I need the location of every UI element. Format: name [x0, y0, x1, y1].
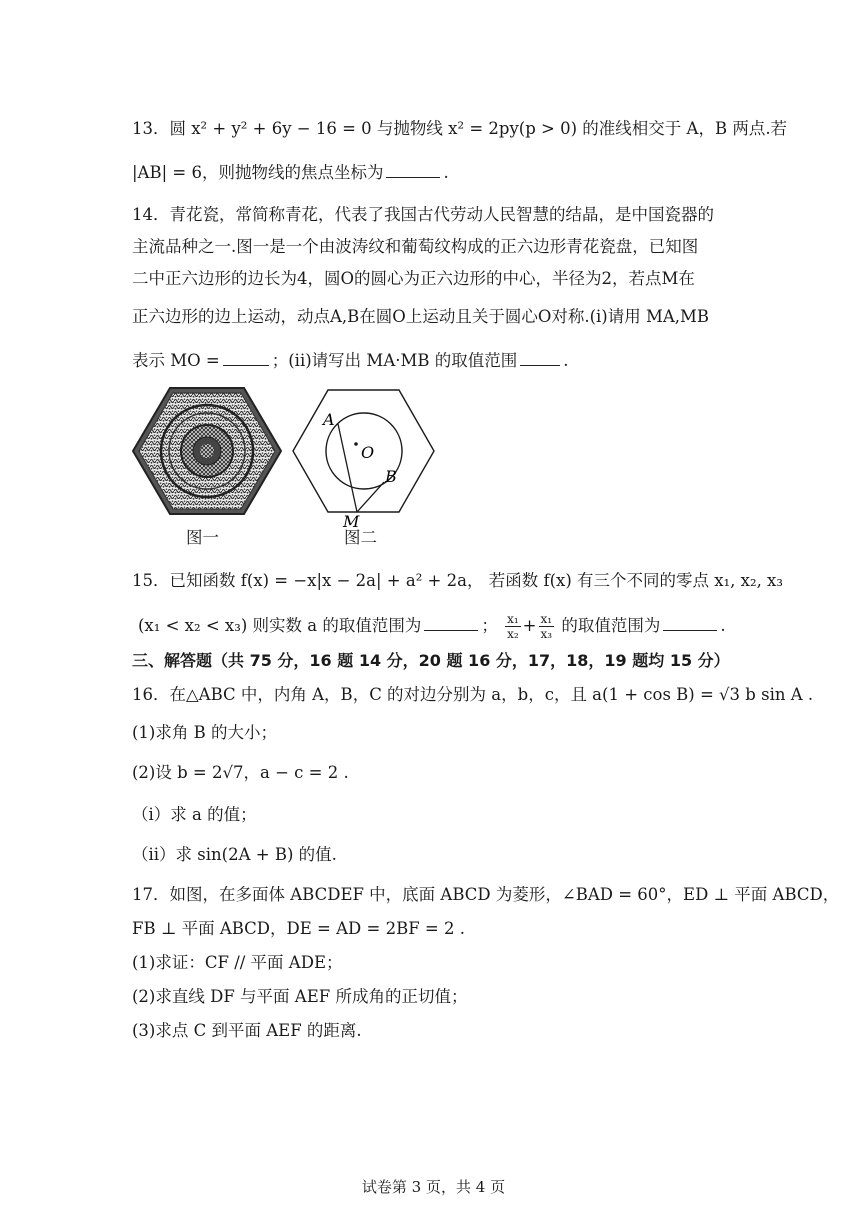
q16-line-1: 16．在△ABC 中，内角 A，B，C 的对边分别为 a，b，c，且 a(1 + cos B) = √3 b sin A . — [132, 685, 814, 704]
q17-part-3: (3)求点 C 到平面 AEF 的距离. — [132, 1021, 362, 1040]
answer-blank — [520, 351, 560, 366]
fraction-x1-x3: $\frac{\text{x₁}}{\text{x₃}}$ — [540, 612, 553, 641]
answer-blank — [424, 616, 478, 631]
q15-line-2: (x₁ < x₂ < x₃) 则实数 a 的取值范围为 ； $\frac{\text{x₁}}{\text{x₂}}$ + $\frac{\text{x₁}}{\text{x₃}}$ 的取值范围为 . — [138, 612, 726, 641]
fraction-x1-x2: $\frac{\text{x₁}}{\text{x₂}}$ — [507, 612, 519, 641]
label-a: A — [323, 410, 335, 429]
segment-mb — [357, 482, 384, 512]
q13-line-1 — [132, 118, 787, 140]
center-point — [354, 442, 358, 446]
section-heading: 三、解答题（共 75 分，16 题 14 分，20 题 16 分，17，18，19 题均 15 分） — [132, 651, 730, 670]
q17-part-2: (2)求直线 DF 与平面 AEF 所成角的正切值； — [132, 987, 468, 1006]
answer-blank — [386, 163, 440, 178]
porcelain-plate-figure — [132, 386, 282, 516]
q14-line-4: 正六边形的边上运动，动点A,B在圆O上运动且关于圆心O对称.(i)请用 MA,MB — [132, 307, 710, 326]
q16-part-2: (2)设 b = 2√7，a − c = 2 . — [132, 763, 349, 782]
label-b: B — [385, 467, 397, 486]
page-footer: 试卷第 3 页，共 4 页 — [361, 1178, 506, 1196]
q16-part-i: （i）求 a 的值； — [132, 805, 257, 824]
q14-line-2: 主流品种之一.图一是一个由波涛纹和葡萄纹构成的正六边形青花瓷盘，已知图 — [132, 237, 699, 256]
q15-line-1: 15．已知函数 f(x) = −x|x − 2a| + a² + 2a， 若函数 f(x) 有三个不同的零点 x₁, x₂, x₃ — [132, 571, 783, 590]
answer-blank — [663, 616, 717, 631]
hexagon-circle-figure — [292, 388, 436, 528]
label-m: M — [343, 512, 360, 528]
q17-line-1: 17．如图，在多面体 ABCDEF 中，底面 ABCD 为菱形，∠BAD = 60°，ED ⊥ 平面 ABCD， — [132, 885, 840, 904]
q17-part-1: (1)求证：CF // 平面 ADE； — [132, 953, 343, 972]
answer-blank — [223, 351, 269, 366]
segment-ma — [338, 424, 357, 512]
q14-line-3: 二中正六边形的边长为4，圆O的圆心为正六边形的中心，半径为2，若点M在 — [132, 269, 695, 288]
label-o: O — [361, 443, 375, 462]
q17-line-2: FB ⊥ 平面 ABCD，DE = AD = 2BF = 2 . — [132, 919, 465, 938]
q13-text-2: |AB| = 6，则抛物线的焦点坐标为 — [132, 163, 384, 182]
q13-line-2: |AB| = 6，则抛物线的焦点坐标为 . — [132, 163, 449, 182]
q16-part-ii: （ii）求 sin(2A + B) 的值. — [132, 845, 337, 864]
q13-text-1b: A，B 两点.若 — [686, 119, 788, 138]
q14-line-5: 表示 MO = ；(ii)请写出 MA·MB 的取值范围 . — [132, 351, 569, 370]
q16-part-1: (1)求角 B 的大小； — [132, 723, 277, 742]
q13-text-1: 13．圆 x² + y² + 6y − 16 = 0 与抛物线 x² = 2py(p > 0) 的准线相交于 — [132, 119, 682, 138]
fig2-caption: 图二 — [344, 528, 377, 547]
fig1-caption: 图一 — [186, 528, 219, 547]
q14-line-1: 14．青花瓷，常简称青花，代表了我国古代劳动人民智慧的结晶，是中国瓷器的 — [132, 205, 714, 224]
